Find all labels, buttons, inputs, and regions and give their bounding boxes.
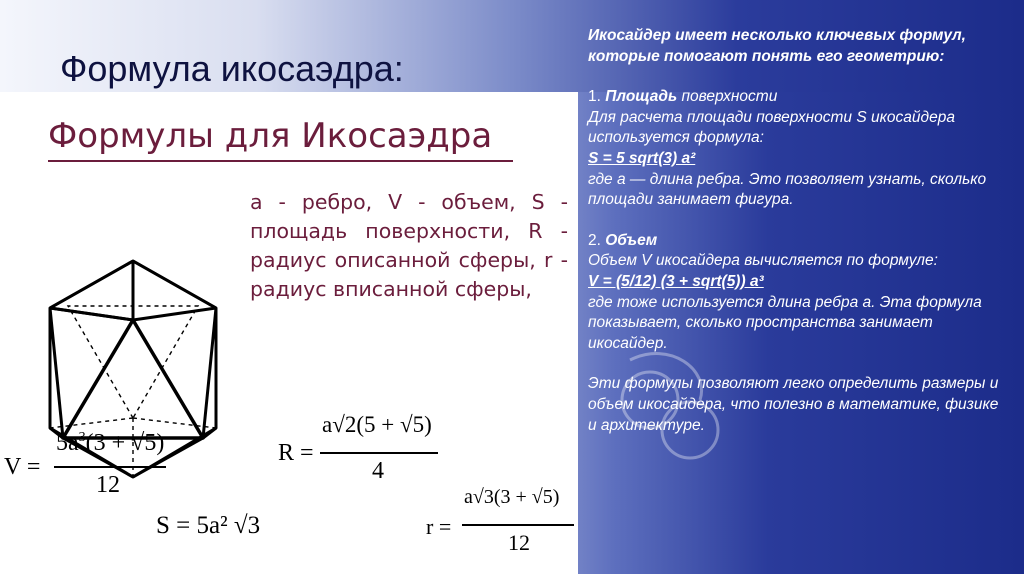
area-explanation: где a — длина ребра. Это позволяет узнать, сколько площади занимает фигура.	[588, 170, 987, 209]
formula-r-fraction-bar	[320, 452, 438, 454]
intro-text: Икосайдер имеет несколько ключевых формул, которые помогают понять его геометрию:	[588, 27, 966, 65]
area-heading: 1. Площадь поверхности	[588, 88, 778, 106]
formula-surface-area: S = 5a² √3	[156, 512, 261, 539]
volume-description: Объем V икосайдера вычисляется по формуле:	[588, 252, 938, 270]
formula-r-lhs: R =	[278, 440, 314, 466]
volume-title: Объем	[605, 231, 658, 249]
formula-v-numerator: $5a^3(3 + √5)$	[56, 430, 165, 456]
formula-sr-numerator: a√3(3 + √5)	[464, 486, 560, 508]
formula-volume	[4, 428, 174, 508]
conclusion-text: Эти формулы позволяют легко определить размеры и объем икосайдера, что полезно в математике, физике и архитектуре.	[588, 375, 999, 434]
formula-sr-fraction-bar	[462, 524, 574, 526]
formula-circumradius	[278, 410, 448, 490]
slide-title: Формула икосаэдра:	[60, 48, 404, 89]
area-title: Площадь	[605, 88, 678, 106]
volume-formula: V = (5/12) (3 + sqrt(5)) a³	[588, 272, 764, 290]
volume-heading: 2. Объем	[588, 231, 658, 249]
formula-v-fraction-bar	[54, 466, 166, 468]
formula-image-card	[0, 92, 578, 574]
area-formula: S = 5 sqrt(3) a²	[588, 149, 696, 167]
formula-sr-denominator: 12	[508, 530, 530, 555]
variable-legend: а - ребро, V - объем, S - площадь поверхности, R - радиус описанной сферы, r - радиус вписанной сферы,	[250, 190, 568, 301]
volume-explanation: где тоже используется длина ребра a. Эта формула показывает, сколько пространства занимает икосайдер.	[588, 293, 982, 352]
card-heading: Формулы для Икосаэдра	[48, 116, 493, 156]
formula-sr-lhs: r =	[426, 514, 452, 539]
explanation-panel	[588, 26, 1008, 436]
area-description: Для расчета площади поверхности S икосайдера используется формула:	[588, 108, 955, 147]
formula-inradius	[426, 484, 576, 570]
formula-r-denominator: 4	[372, 458, 384, 484]
formula-v-denominator: 12	[96, 472, 120, 498]
heading-underline	[48, 160, 513, 162]
formula-v-lhs: V =	[4, 454, 41, 480]
formula-r-numerator: a√2(5 + √5)	[322, 412, 432, 437]
